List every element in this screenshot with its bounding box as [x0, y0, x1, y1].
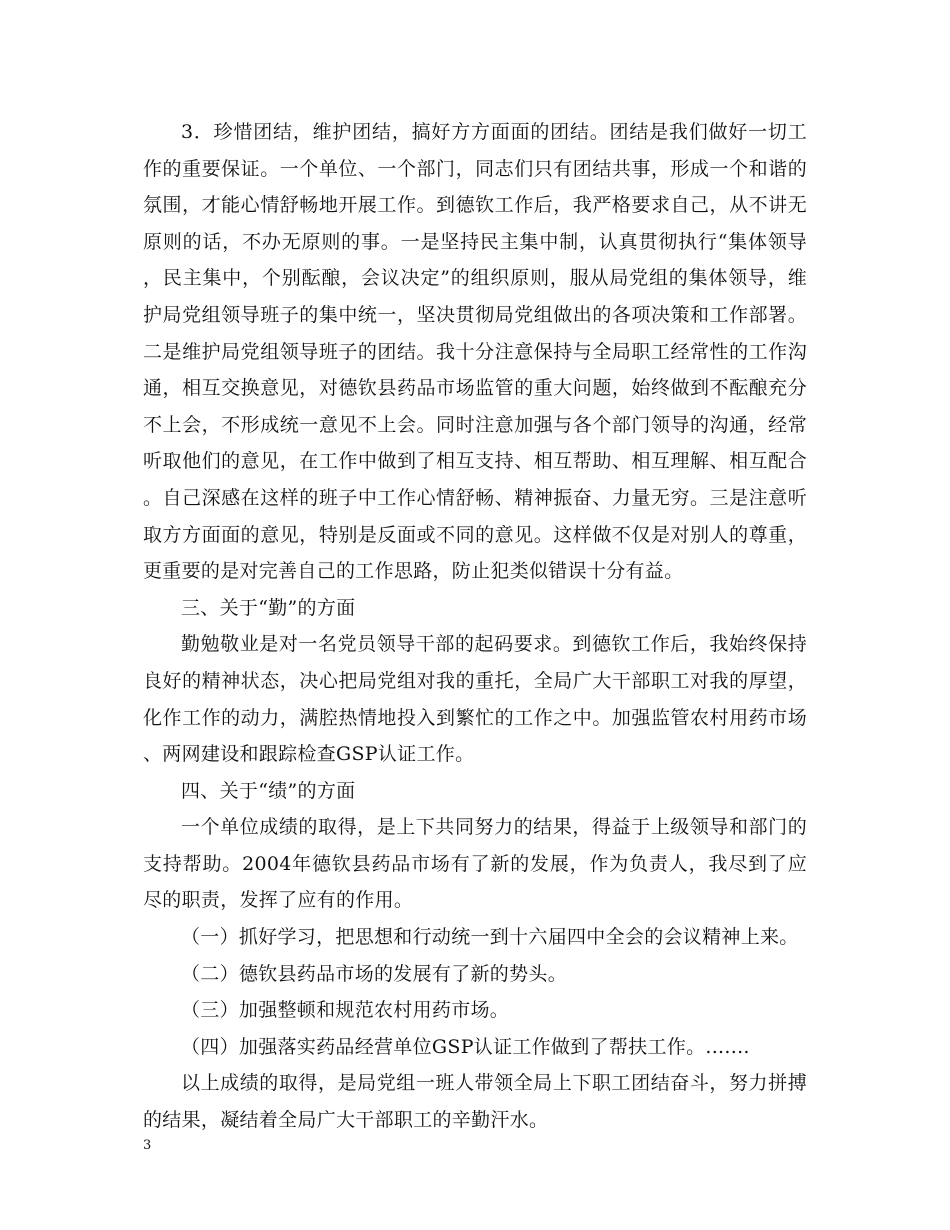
- list-item-4: （四）加强落实药品经营单位GSP认证工作做到了帮扶工作。.......: [181, 1035, 750, 1058]
- paragraph-diligence: 勤勉敬业是对一名党员领导干部的起码要求。到德钦工作后，我始终保持良好的精神状态，决心把局党组对我的重托，全局广大干部职工对我的厚望，化作工作的动力，满腔热情地投入到繁忙的工作之中。加强监管农村用药市场、两网建设和跟踪检查GSP认证工作。: [143, 633, 807, 766]
- page-number: 3: [143, 1138, 152, 1153]
- paragraph-conclusion: 以上成绩的取得，是局党组一班人带领全局上下职工团结奋斗，努力拼搏的结果，凝结着全局广大干部职工的辛勤汗水。: [143, 1072, 807, 1132]
- section-heading-achievements: 四、关于“绩”的方面: [181, 779, 356, 802]
- document-body: [143, 114, 807, 1139]
- list-item-2: （二）德钦县药品市场的发展有了新的势头。: [181, 962, 568, 985]
- section-heading-diligence: 三、关于“勤”的方面: [181, 596, 356, 619]
- paragraph-achievements: 一个单位成绩的取得，是上下共同努力的结果，得益于上级领导和部门的支持帮助。2004年德钦县药品市场有了新的发展，作为负责人，我尽到了应尽的职责，发挥了应有的作用。: [143, 816, 807, 912]
- list-item-1: （一）抓好学习，把思想和行动统一到十六届四中全会的会议精神上来。: [181, 926, 799, 949]
- paragraph-unity: 3．珍惜团结，维护团结，搞好方方面面的团结。团结是我们做好一切工作的重要保证。一个单位、一个部门，同志们只有团结共事，形成一个和谐的氛围，才能心情舒畅地开展工作。到德钦工作后，我严格要求自己，从不讲无原则的话，不办无原则的事。一是坚持民主集中制，认真贯彻执行“集体领导，民主集中，个别酝酿，会议决定”的组织原则，服从局党组的集体领导，维护局党组领导班子的集中统一，坚决贯彻局党组做出的各项决策和工作部署。二是维护局党组领导班子的团结。我十分注意保持与全局职工经常性的工作沟通，相互交换意见，对德钦县药品市场监管的重大问题，始终做到不酝酿充分不上会，不形成统一意见不上会。同时注意加强与各个部门领导的沟通，经常听取他们的意见，在工作中做到了相互支持、相互帮助、相互理解、相互配合。自己深感在这样的班子中工作心情舒畅、精神振奋、力量无穷。三是注意听取方方面面的意见，特别是反面或不同的意见。这样做不仅是对别人的尊重，更重要的是对完善自己的工作思路，防止犯类似错误十分有益。: [143, 121, 807, 583]
- list-item-3: （三）加强整顿和规范农村用药市场。: [181, 999, 510, 1022]
